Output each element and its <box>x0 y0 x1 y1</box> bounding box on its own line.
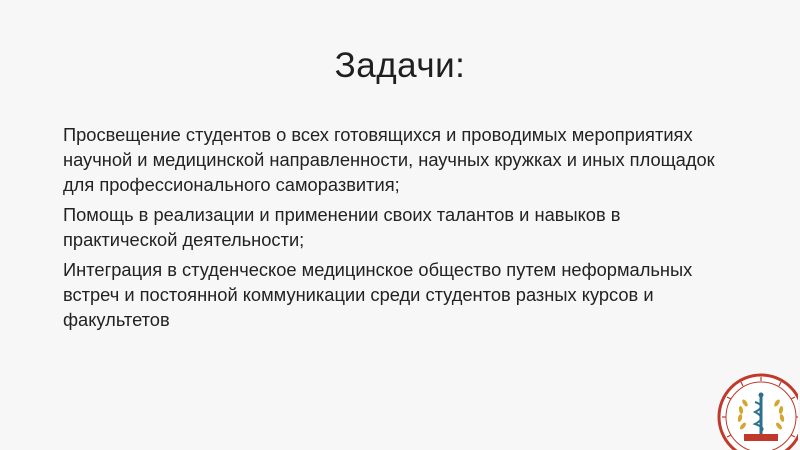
slide-body <box>63 122 723 337</box>
medical-society-emblem-icon <box>716 372 798 450</box>
task-paragraph-3: Интеграция в студенческое медицинское общество путем неформальных встреч и постоянной коммуникации среди студентов разных курсов и факультетов <box>63 259 693 330</box>
slide-title: Задачи: <box>334 46 466 85</box>
emblem-svg <box>716 372 798 450</box>
task-paragraph-1: Просвещение студентов о всех готовящихся и проводимых мероприятиях научной и медицинской направленности, научных кружках и иных площадок для профессионального саморазвития; <box>63 124 715 195</box>
task-paragraph-2: Помощь в реализации и применении своих талантов и навыков в практической деятельности; <box>63 204 621 250</box>
